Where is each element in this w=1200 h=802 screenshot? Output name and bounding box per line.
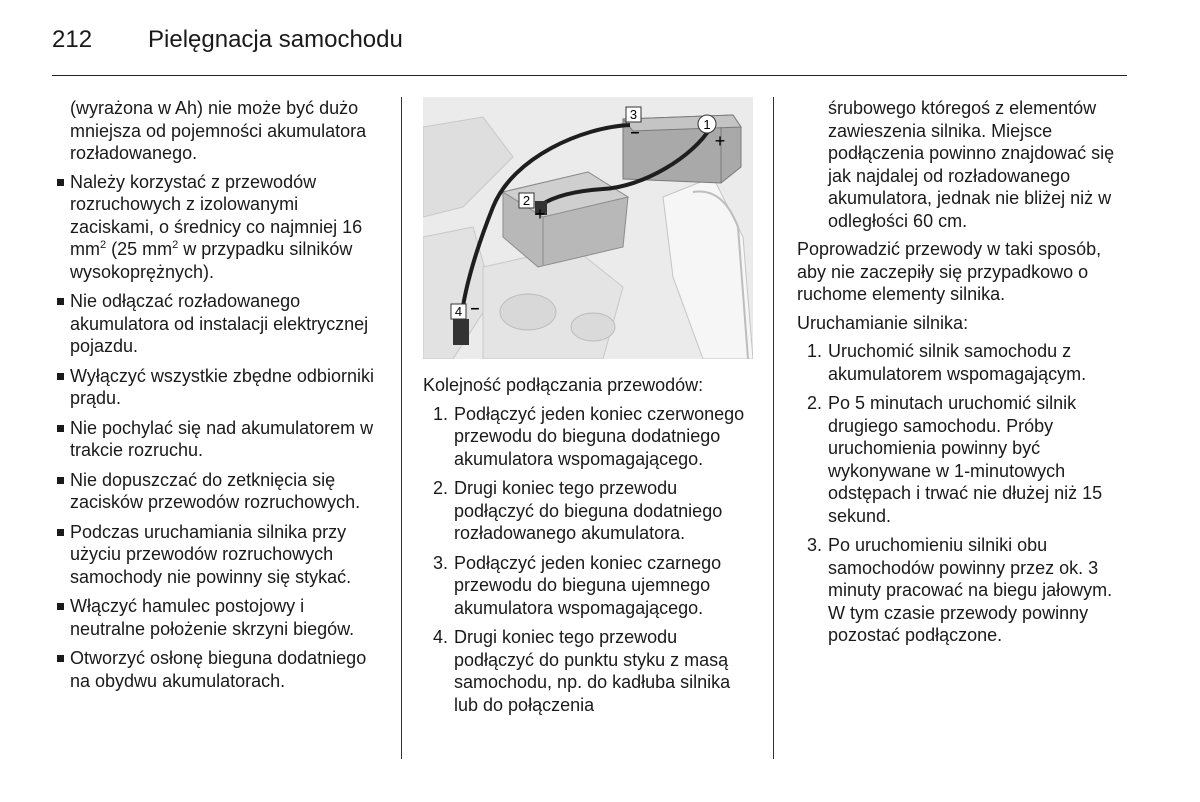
- page-number: 212: [52, 26, 93, 53]
- jump-start-figure: [423, 97, 753, 359]
- step-number: 1.: [807, 341, 823, 361]
- bullet-item: Otworzyć osłonę bieguna dodatniego na obydwu akumulatorach.: [57, 647, 382, 692]
- superscript: 2: [100, 239, 107, 251]
- column-divider: [401, 97, 402, 759]
- section-label: Uruchamianie silnika:: [797, 312, 969, 333]
- column-right: [797, 97, 1132, 654]
- plus-sign: +: [534, 204, 546, 224]
- plus-sign: +: [714, 131, 726, 151]
- step-text: Drugi koniec tego przewodu podłączyć do punktu styku z masą samochodu, np. do kadłuba silnika lub do połączenia: [454, 627, 731, 715]
- bullet-item: Nie dopuszczać do zetknięcia się zacisków przewodów rozruchowych.: [57, 469, 382, 514]
- callout-label: 3: [629, 107, 638, 122]
- column-middle: [423, 374, 758, 723]
- step-number: 2.: [807, 393, 823, 413]
- step-text: Po 5 minutach uruchomić silnik drugiego samochodu. Próby uruchomienia powinny być wykonywane w 1-minutowych odstępach i trwać nie dłużej niż 15 sekund.: [828, 393, 1103, 526]
- paragraph: Poprowadzić przewody w taki sposób, aby nie zaczepiły się przypadkowo o ruchome elementy silnika.: [797, 239, 1102, 304]
- step-text: Podłączyć jeden koniec czerwonego przewodu do bieguna dodatniego akumulatora wspomagającego.: [454, 403, 745, 469]
- engine-bay-illustration: [423, 97, 753, 359]
- column-left: [57, 97, 382, 699]
- page-title: Pielęgnacja samochodu: [148, 26, 403, 53]
- bullet-text: Należy korzystać z przewodów rozruchowych z izolowanymi zaciskami, o średnicy co najmniej 16 mm: [70, 171, 363, 259]
- callout-label: 1: [703, 117, 711, 132]
- numbered-step: [423, 552, 758, 620]
- numbered-step: [423, 403, 758, 471]
- intro-paragraph: (wyrażona w Ah) nie może być dużo mniejsza od pojemności akumulatora rozładowanego.: [70, 98, 367, 163]
- bullet-item: Włączyć hamulec postojowy i neutralne położenie skrzyni biegów.: [57, 595, 382, 640]
- bullet-item: Nie pochylać się nad akumulatorem w trakcie rozruchu.: [57, 417, 382, 462]
- numbered-step: [423, 477, 758, 545]
- bullet-item: Wyłączyć wszystkie zbędne odbiorniki prądu.: [57, 365, 382, 410]
- step-text: Podłączyć jeden koniec czarnego przewodu do bieguna ujemnego akumulatora wspomagającego.: [454, 552, 722, 618]
- page-header: [52, 22, 1127, 76]
- numbered-step: [797, 340, 1132, 385]
- bullet-item: [57, 171, 382, 284]
- bullet-item: Nie odłączać rozładowanego akumulatora od instalacji elektrycznej pojazdu.: [57, 290, 382, 358]
- callout-label: 4: [454, 304, 463, 319]
- bullet-text: (25 mm: [106, 239, 173, 259]
- step-number: 1.: [433, 403, 449, 424]
- figure-caption: Kolejność podłączania przewodów:: [423, 375, 704, 395]
- step-text: Uruchomić silnik samochodu z akumulatorem wspomagającym.: [828, 341, 1087, 384]
- step-number: 2.: [433, 478, 449, 498]
- numbered-step: [797, 534, 1132, 647]
- step-number: 3.: [433, 552, 449, 573]
- numbered-step: [423, 626, 758, 716]
- step-text: Drugi koniec tego przewodu podłączyć do bieguna dodatniego rozładowanego akumulatora.: [454, 478, 723, 543]
- step-number: 3.: [807, 535, 823, 555]
- minus-sign: –: [630, 124, 640, 141]
- step-number: 4.: [433, 627, 449, 647]
- column-divider: [773, 97, 774, 759]
- callout-label: 2: [522, 193, 531, 208]
- superscript: 2: [172, 239, 179, 251]
- bullet-text: w przypadku silników wysokoprężnych).: [70, 239, 353, 282]
- step-text: Po uruchomieniu silniki obu samochodów powinny przez ok. 3 minuty pracować na biegu jałowym. W tym czasie przewody powinny pozostać podłączone.: [828, 535, 1113, 645]
- continuation-paragraph: śrubowego któregoś z elementów zawieszenia silnika. Miejsce podłączenia powinno znajdować się jak najdalej od rozładowanego akumulatora, jednak nie bliżej niż w odległości 60 cm.: [828, 98, 1115, 231]
- minus-sign: –: [470, 300, 480, 317]
- numbered-step: [797, 392, 1132, 527]
- bullet-item: Podczas uruchamiania silnika przy użyciu przewodów rozruchowych samochody nie powinny się stykać.: [57, 521, 382, 589]
